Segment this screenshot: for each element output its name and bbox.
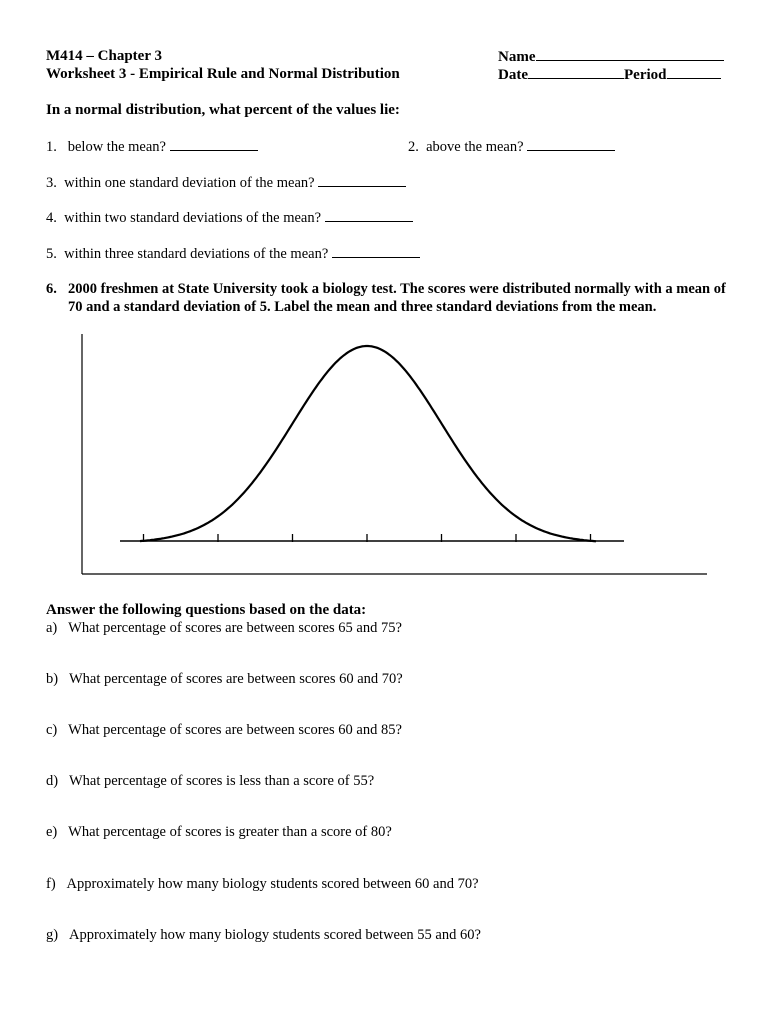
question-text: below the mean?	[67, 139, 166, 155]
question-text: What percentage of scores is less than a score of 55?	[68, 773, 375, 789]
data-question-a	[46, 619, 402, 637]
question-letter: a)	[46, 620, 58, 636]
question-text: What percentage of scores are between scores 60 and 70?	[68, 671, 403, 687]
data-question-d	[46, 772, 374, 790]
question-text: Approximately how many biology students scored between 55 and 60?	[68, 927, 481, 943]
question-text: above the mean?	[426, 139, 524, 155]
question-text: within three standard deviations of the mean?	[64, 246, 329, 262]
question-number: 6.	[46, 281, 57, 297]
date-label: Date	[498, 67, 528, 83]
question-number: 2.	[408, 139, 419, 155]
question-text: What percentage of scores are between scores 65 and 75?	[68, 620, 402, 636]
intro-prompt: In a normal distribution, what percent of the values lie:	[46, 102, 400, 118]
question-letter: f)	[46, 876, 56, 892]
question-letter: d)	[46, 773, 59, 789]
question-letter: c)	[46, 722, 58, 738]
data-question-b	[46, 670, 403, 688]
data-question-c	[46, 721, 402, 739]
question-text: What percentage of scores are between scores 60 and 85?	[68, 722, 402, 738]
question-text: What percentage of scores is greater than a score of 80?	[68, 824, 392, 840]
chart-layer	[82, 334, 707, 574]
course-line: M414 – Chapter 3	[46, 48, 162, 64]
period-label: Period	[624, 67, 667, 83]
worksheet-title: Worksheet 3 - Empirical Rule and Normal Distribution	[46, 66, 400, 82]
name-label: Name	[498, 49, 536, 65]
question-letter: b)	[46, 671, 59, 687]
answers-heading: Answer the following questions based on the data:	[46, 602, 367, 618]
question-number: 5.	[46, 246, 57, 262]
data-question-f	[46, 875, 479, 893]
question-text: within two standard deviations of the mean?	[64, 210, 322, 226]
question-text: Approximately how many biology students scored between 60 and 70?	[66, 876, 479, 892]
question-number: 4.	[46, 210, 57, 226]
question-number: 1.	[46, 139, 57, 155]
data-question-e	[46, 823, 392, 841]
question-number: 3.	[46, 175, 57, 191]
question-text: within one standard deviation of the mean?	[64, 175, 315, 191]
question-letter: g)	[46, 927, 59, 943]
question-letter: e)	[46, 824, 58, 840]
normal-curve	[140, 346, 596, 541]
data-question-g	[46, 926, 481, 944]
question-6-text: 2000 freshmen at State University took a biology test. The scores were distributed normally with a mean of 70 and a standard deviation of 5. Label the mean and three standard deviations from the mean.	[68, 281, 726, 315]
